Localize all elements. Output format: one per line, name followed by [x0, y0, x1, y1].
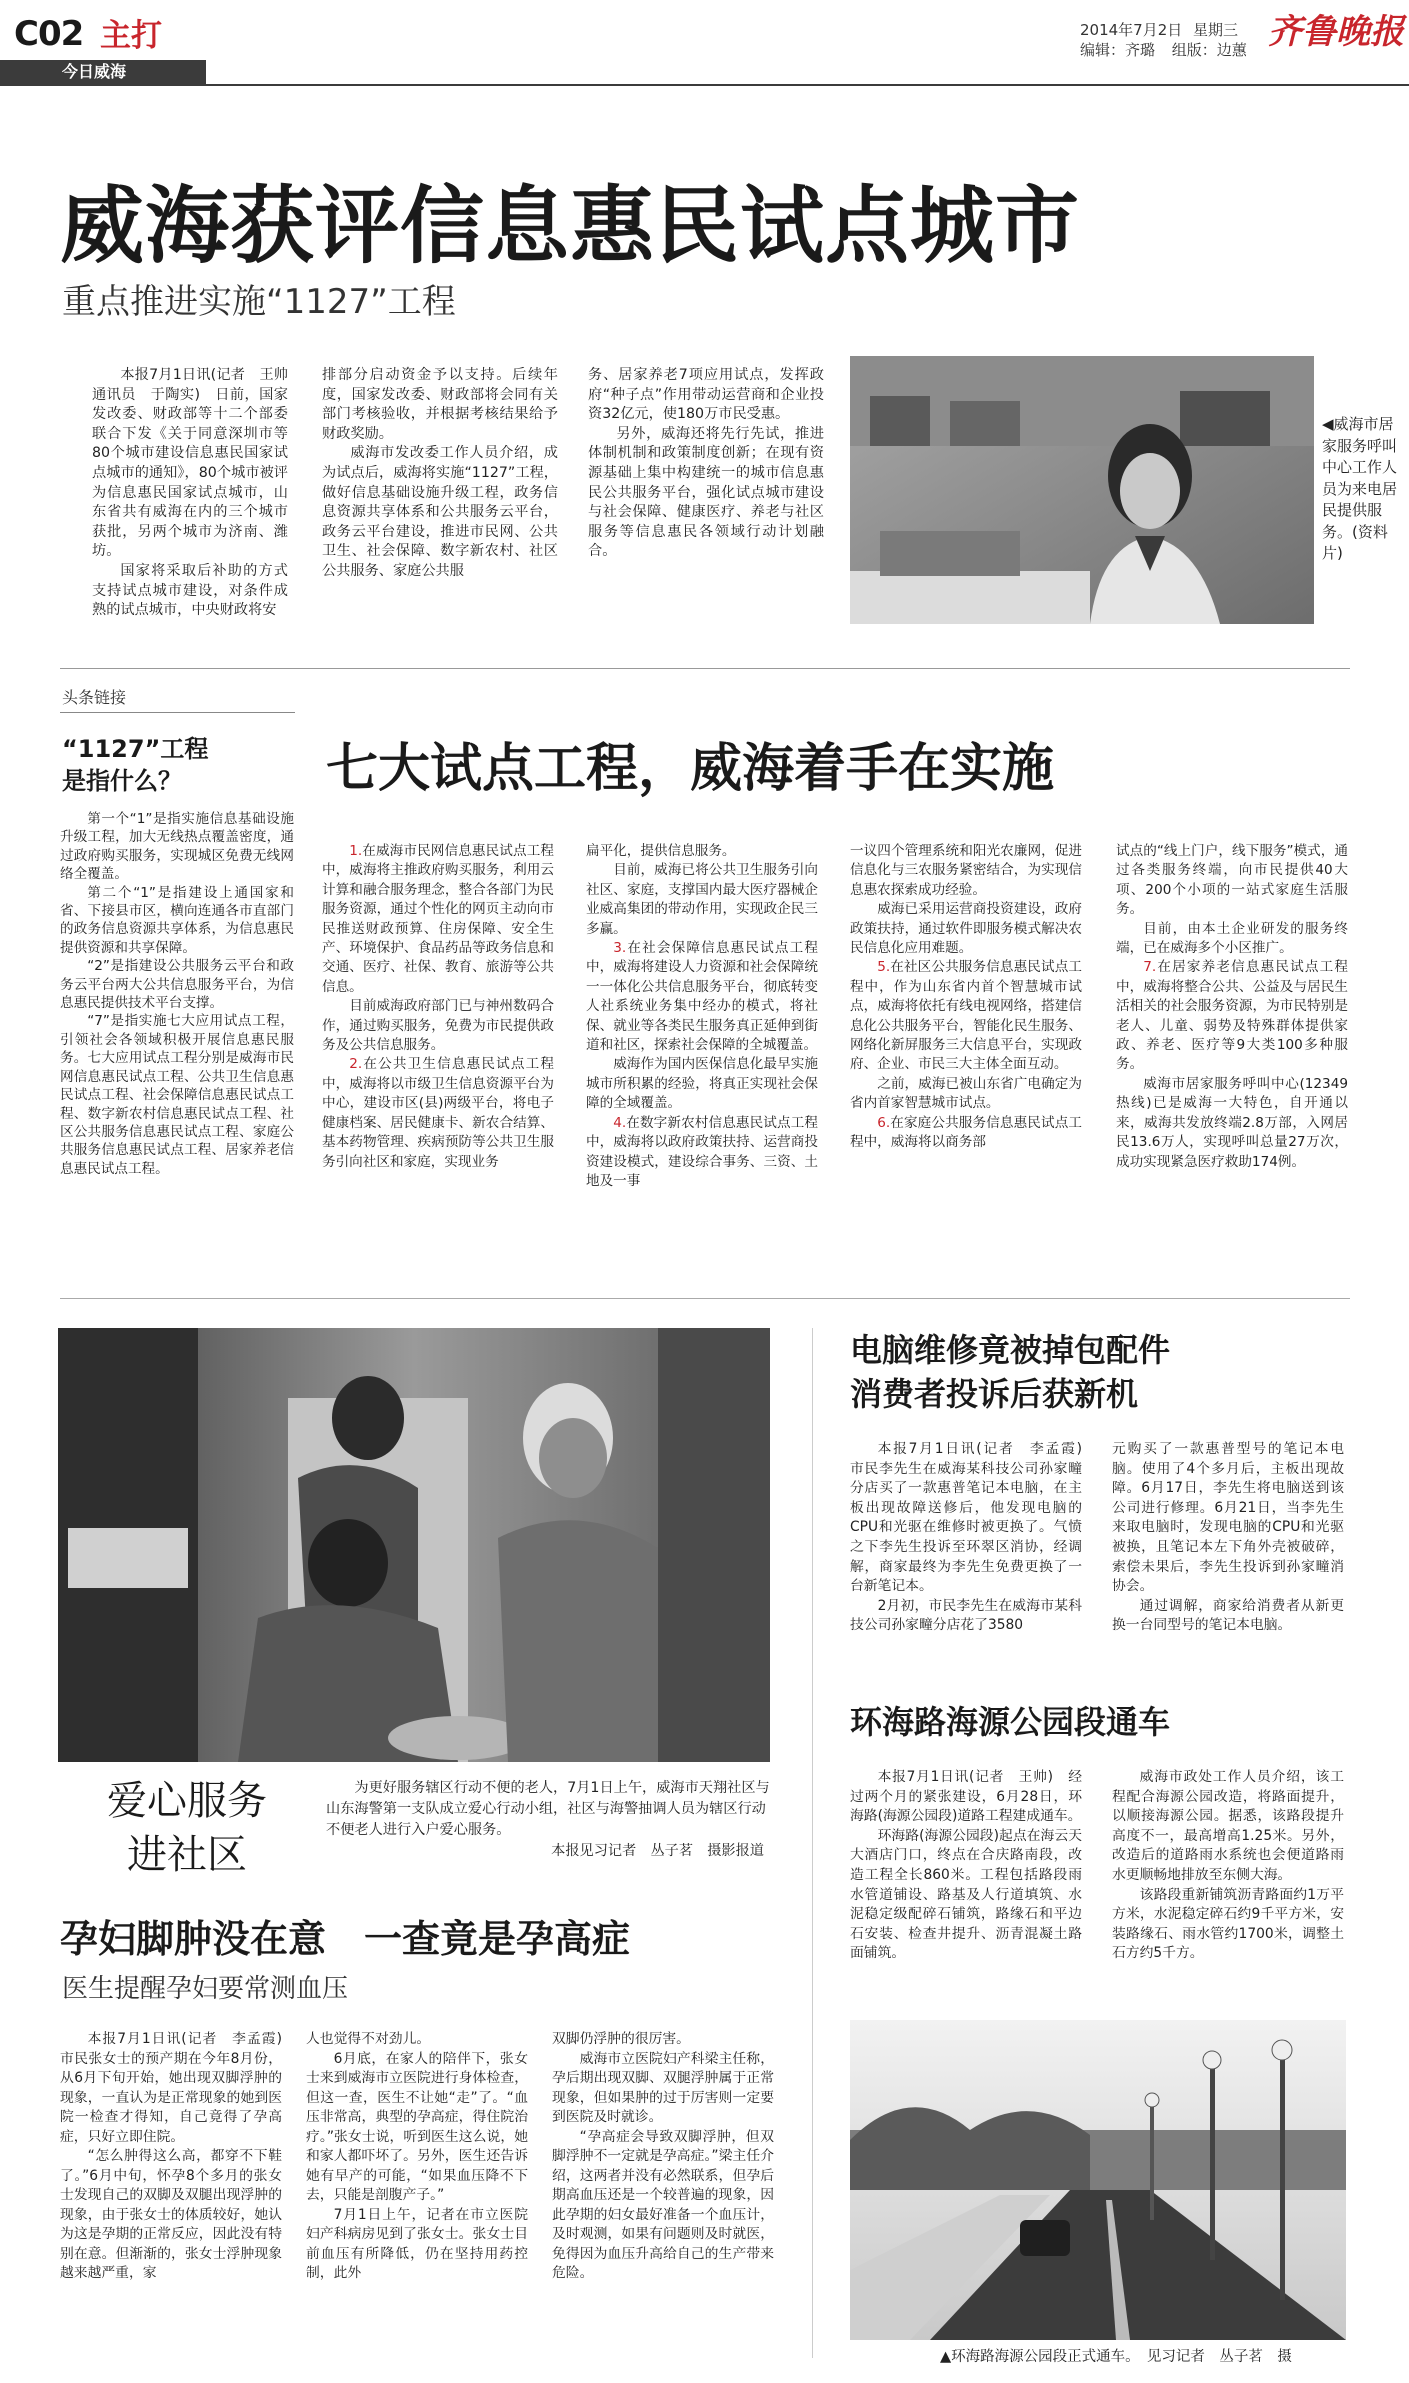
road-col-2 [1112, 1768, 1344, 1964]
item-text: 威海市居家服务呼叫中心(12349热线)已是威海一大特色，自开通以来，威海共发放终端2.8万部，入网居民13.6万人，实现呼叫总量27万次，成功实现紧急医疗救助174例。 [1116, 1075, 1348, 1170]
paragraph: 本报7月1日讯(记者 王帅 通讯员 于陶实) 日前，国家发改委、财政部等十二个部委联合下发《关于同意深圳市等80个城市建设信息惠民国家试点城市的通知》，80个城市被评为信息惠民国家试点城市，山东省共有威海在内的三个城市获批，另两个城市为济南、潍坊。 [92, 367, 303, 560]
road-photo [850, 2020, 1346, 2340]
link-box-title-line1: “1127”工程 [62, 735, 209, 763]
paragraph: “7”是指实施七大应用试点工程，引领社会各领域积极开展信息惠民服务。七大应用试点工程分别是威海市民网信息惠民试点工程、公共卫生信息惠民试点工程、社会保障信息惠民试点工程、数字新农村信息惠民试点工程、社区公共服务信息惠民试点工程、家庭公共服务信息惠民试点工程、居家养老信息惠民试点工程。 [60, 1013, 294, 1177]
seven-headline: 七大试点工程，威海着手在实施 [326, 739, 1055, 799]
paragraph: 第一个“1”是指实施信息基础设施升级工程，加大无线热点覆盖密度，通过政府购买服务，实现城区免费无线网络全覆盖。 [60, 811, 294, 883]
link-box-label: 头条链接 [62, 688, 127, 707]
item-text: 试点的“线上门户，线下服务”模式，通过各类服务终端，向市民提供40大项、200个小项的一站式家庭生活服务。 [1116, 843, 1348, 918]
seven-col-3 [850, 842, 1082, 1153]
preg-col-1 [60, 2030, 296, 2284]
item-text: 扁平化，提供信息服务。 [586, 843, 736, 859]
paragraph: 通过调解，商家给消费者从新更换一台同型号的笔记本电脑。 [1112, 1597, 1344, 1634]
top-rule [0, 84, 1409, 86]
pc-col-1 [850, 1440, 1096, 1636]
lead-col-2 [322, 366, 558, 582]
divider-lead [60, 668, 1350, 669]
item-number: 5. [877, 959, 891, 976]
paragraph [1116, 1075, 1348, 1172]
paragraph: 人也觉得不对劲儿。 [306, 2031, 431, 2047]
item-text: 在社区公共服务信息惠民试点工程中，作为山东省内首个智慧城市试点，威海将依托有线电视网络，搭建信息化公共服务平台，智能化民生服务、网络化新屏服务三大信息平台，实现政府、企业、市民三大主体全面互动。 [850, 959, 1082, 1073]
paragraph: “2”是指建设公共服务云平台和政务云平台两大公共信息服务平台，为信息惠民提供技术平台支撑。 [60, 958, 294, 1012]
paragraph [850, 900, 1082, 958]
designer-name: 组版：边蕙 [1171, 41, 1247, 59]
paragraph: 2月初，市民李先生在威海市某科技公司孙家疃分店花了3580 [850, 1597, 1082, 1634]
item-text: 在家庭公共服务信息惠民试点工程中，威海将以商务部 [850, 1114, 1082, 1151]
page-code: C02 [14, 14, 84, 54]
section-name: 主打 [100, 18, 162, 54]
road-caption: ▲环海路海源公园段正式通车。 见习记者 丛子茗 摄 [940, 2349, 1292, 2365]
item-text: 威海作为国内医保信息化最早实施城市所积累的经验，将真正实现社会保障的全域覆盖。 [586, 1056, 818, 1112]
paragraph: 排部分启动资金予以支持。后续年度，国家发改委、财政部将会同有关部门考核验收，并根据考核结果给予财政奖励。 [322, 367, 558, 442]
volunteer-title-line2: 进社区 [127, 1832, 247, 1878]
paragraph: 本报7月1日讯(记者 王帅) 经过两个月的紧张建设，6月28日，环海路(海源公园段)道路工程建成通车。 [850, 1769, 1082, 1825]
item-text: 在居家养老信息惠民试点工程中，威海将整合公共、公益及与居民生活相关的社会服务资源，为市民特别是老人、儿童、弱势及特殊群体提供家政、养老、医疗等9大类100多种服务。 [1116, 959, 1348, 1073]
paragraph [1116, 920, 1348, 959]
paragraph: 威海市政处工作人员介绍，该工程配合海源公园改造，将路面提升，以顺接海源公园。据悉，该路段提升高度不一，最高增高1.25米。另外，改造后的道路雨水系统也会便道路雨水更顺畅地排放至东侧大海。 [1112, 1769, 1344, 1883]
item-text: 目前威海政府部门已与神州数码合作，通过购买服务，免费为市民提供政务及公共信息服务。 [322, 998, 554, 1054]
paragraph: “怎么肿得这么高，都穿不下鞋了。”6月中旬，怀孕8个多月的张女士发现自己的双脚及双腿出现浮肿的现象，由于张女士的体质较好，她认为这是孕期的正常反应，因此没有特别在意。但渐渐的，张女士浮肿现象越来越严重，家 [60, 2148, 282, 2281]
paragraph: 6月底，在家人的陪伴下，张女士来到威海市立医院进行身体检查，但这一查，医生不让她“走”了。“血压非常高，典型的孕高症，得住院治疗。”张女士说，听到医生这么说，她和家人都吓坏了。另外，医生还告诉她有早产的可能，“如果血压降不下去，只能是剖腹产子。” [306, 2050, 528, 2203]
volunteer-caption [326, 1778, 770, 1862]
lead-subheadline: 重点推进实施“1127”工程 [62, 282, 456, 322]
link-box-rule [60, 712, 295, 713]
item-number: 1. [349, 843, 363, 859]
preg-col-3 [552, 2030, 774, 2284]
link-box-title-line2: 是指什么？ [62, 767, 182, 795]
volunteer-photo [58, 1328, 770, 1762]
item-number: 4. [613, 1114, 627, 1131]
item-text: 在数字新农村信息惠民试点工程中，威海将以政府政策扶持、运营商投资建设模式，建设综合事务、三资、土地及一事 [586, 1114, 818, 1189]
item-text: 在社会保障信息惠民试点工程中，威海将建设人力资源和社会保障统一一体化公共信息服务平台，彻底转变人社系统业务集中经办的模式，将社保、就业等各类民生服务真正延伸到街道和社区，探索社会保障的全城覆盖。 [586, 940, 818, 1054]
paragraph [850, 958, 1082, 1074]
header-editors [1080, 40, 1247, 60]
item-number: 6. [877, 1114, 891, 1131]
item-text: 之前，威海已被山东省广电确定为省内首家智慧城市试点。 [850, 1075, 1082, 1112]
road-photo-image [850, 2020, 1346, 2340]
paragraph: 威海市立医院妇产科梁主任称，孕后期出现双脚、双腿浮肿属于正常现象，但如果肿的过于厉害则一定要到医院及时就诊。 [552, 2050, 774, 2125]
road-headline: 环海路海源公园段通车 [850, 1703, 1171, 1741]
paragraph [586, 1055, 818, 1113]
paragraph [586, 939, 818, 1055]
paragraph: 双脚仍浮肿的很厉害。 [552, 2031, 690, 2047]
volunteer-title-line1: 爱心服务 [107, 1778, 267, 1824]
paragraph [1116, 842, 1348, 920]
item-text: 威海已采用运营商投资建设，政府政策扶持，通过软件即服务模式解决农民信息化应用难题。 [850, 901, 1082, 957]
seven-col-1 [322, 842, 554, 1172]
item-text: 目前，由本土企业研发的服务终端，已在威海多个小区推广。 [1116, 920, 1348, 957]
paragraph [586, 842, 818, 861]
paragraph [322, 997, 554, 1055]
volunteer-credit: 本报见习记者 丛子茗 摄影报道 [551, 1843, 764, 1859]
paragraph [850, 842, 1082, 900]
header-date [1080, 20, 1238, 40]
pc-headline [850, 1328, 1170, 1416]
section-band [0, 60, 206, 84]
paragraph: 另外，威海还将先行先试，推进体制机制和政策制度创新；在现有资源基础上集中构建统一的城市信息惠民公共服务平台，强化试点城市建设与社会保障、健康医疗、养老与社区服务等信息惠民各领域行动计划融合。 [588, 425, 824, 560]
paragraph: 第二个“1”是指建设上通国家和省、下接县市区，横向连通各市直部门的政务信息资源共享体系，为信息惠民提供资源和共享保障。 [60, 884, 294, 956]
preg-subheadline: 医生提醒孕妇要常测血压 [62, 1974, 349, 2004]
link-box-body [60, 810, 294, 1178]
item-number: 7. [1143, 959, 1157, 976]
paragraph: 7月1日上午，记者在市立医院妇产科病房见到了张女士。张女士目前血压有所降低，仍在坚持用药控制，此外 [306, 2206, 528, 2281]
issue-date: 2014年7月2日 [1080, 21, 1183, 39]
call-center-photo [850, 356, 1314, 624]
pc-col-2 [1112, 1440, 1344, 1636]
paragraph: “孕高症会导致双脚浮肿，但双脚浮肿不一定就是孕高症。”梁主任介绍，这两者并没有必然联系，但孕后期高血压还是一个较普遍的现象，因此孕期的妇女最好准备一个血压计，及时观测，如果有问题则及时就医，免得因为血压升高给自己的生产带来危险。 [552, 2128, 774, 2281]
lead-col-1 [92, 366, 303, 621]
volunteer-title [82, 1774, 292, 1882]
paragraph: 威海市发改委工作人员介绍，成为试点后，威海将实施“1127”工程，做好信息基础设施升级工程，政务信息资源共享体系和公共服务云平台，政务云平台建设，推进市民网、公共卫生、社会保障、数字新农村、社区公共服务、家庭公共服 [322, 445, 558, 579]
paragraph: 元购买了一款惠普型号的笔记本电脑。使用了4个多月后，主板出现故障。6月17日，李先生将电脑送到该公司进行修理。6月21日，当李先生来取电脑时，发现电脑的CPU和光驱被换，且笔记本左下角外壳被破碎，索偿未果后，李先生投诉到孙家疃消协会。 [1112, 1441, 1344, 1595]
item-text: 在公共卫生信息惠民试点工程中，威海将以市级卫生信息资源平台为中心，建设市区(县)两级平台，将电子健康档案、居民健康卡、新农合结算、基本药物管理、疾病预防等公共卫生服务引向社区和家庭，实现业务 [322, 1056, 554, 1170]
paragraph: 本报7月1日讯(记者 李孟霞) 市民张女士的预产期在今年8月份，从6月下旬开始，她出现双脚浮肿的现象，一直认为是正常现象的她到医院一检查才得知，自己竟得了孕高症，只好立即住院。 [60, 2031, 296, 2145]
volunteer-caption-text: 为更好服务辖区行动不便的老人，7月1日上午，威海市天翔社区与山东海警第一支队成立爱心行动小组，社区与海警抽调人员为辖区行动不便老人进行入户爱心服务。 [326, 1780, 770, 1838]
paragraph [586, 861, 818, 939]
editor-name: 编辑：齐璐 [1080, 41, 1156, 59]
lead-col-3 [588, 366, 824, 562]
lead-headline: 威海获评信息惠民试点城市 [60, 177, 1081, 275]
item-text: 一议四个管理系统和阳光农廉网，促进信息化与三农服务紧密结合，为实现信息惠农探索成功经验。 [850, 843, 1082, 898]
call-center-photo-image [850, 356, 1314, 624]
paragraph: 环海路(海源公园段)起点在海云天大酒店门口，终点在合庆路南段，改造工程全长860米。工程包括路段雨水管道铺设、路基及人行道填筑、水泥稳定级配碎石铺筑，路缘石和平边石安装、检查井提升、沥青混凝土路面铺筑。 [850, 1827, 1082, 1962]
paragraph [850, 1114, 1082, 1153]
paragraph: 国家将采取后补助的方式支持试点城市建设，对条件成熟的试点城市，中央财政将安 [92, 562, 288, 619]
item-number: 2. [349, 1056, 363, 1073]
pc-headline-line2: 消费者投诉后获新机 [850, 1375, 1139, 1413]
paper-name: 齐鲁晚报 [1268, 12, 1404, 52]
item-number: 3. [613, 940, 627, 957]
column-rule [812, 1328, 813, 2358]
divider-middle [60, 1298, 1350, 1299]
volunteer-photo-image [58, 1328, 770, 1762]
paragraph [586, 1114, 818, 1192]
seven-col-4 [1116, 842, 1348, 1172]
paragraph [850, 1075, 1082, 1114]
paragraph [322, 1055, 554, 1171]
paragraph: 务、居家养老7项应用试点，发挥政府“种子点”作用带动运营商和企业投资32亿元，使180万市民受惠。 [588, 367, 824, 423]
issue-weekday: 星期三 [1193, 21, 1239, 39]
call-center-caption: ◀威海市居家服务呼叫中心工作人员为来电居民提供服务。(资料片) [1322, 415, 1398, 562]
item-text: 在威海市民网信息惠民试点工程中，威海将主推政府购买服务，利用云计算和融合服务理念，整合各部门为民服务资源，通过个性化的网页主动向市民推送财政预算、住房保障、安全生产、环境保护、食品药品等政务信息和交通、医疗、社保、教育、旅游等公共信息。 [322, 843, 554, 995]
preg-headline: 孕妇脚肿没在意 一查竟是孕高症 [60, 1917, 631, 1961]
item-text: 目前，威海已将公共卫生服务引向社区、家庭，支撑国内最大医疗器械企业威高集团的带动作用，实现政企民三多赢。 [586, 862, 818, 937]
pc-headline-line1: 电脑维修竟被掉包配件 [850, 1331, 1171, 1369]
road-col-1 [850, 1768, 1082, 1964]
paragraph [322, 842, 554, 997]
subsection-label: 今日威海 [62, 62, 127, 81]
paragraph: 本报7月1日讯(记者 李孟霞) 市民李先生在威海某科技公司孙家疃分店买了一款惠普笔记本电脑，在主板出现故障送修后，他发现电脑的CPU和光驱在维修时被更换了。气愤之下李先生投诉至环翠区消协，经调解，商家最终为李先生免费更换了一台新笔记本。 [850, 1441, 1096, 1595]
link-box-title [62, 733, 208, 797]
seven-col-2 [586, 842, 818, 1191]
paragraph: 该路段重新铺筑沥青路面约1万平方米，水泥稳定碎石约9千平方米，安装路缘石、雨水管约1700米，调整土石方约5千方。 [1112, 1886, 1344, 1962]
paragraph [1116, 958, 1348, 1074]
preg-col-2 [306, 2030, 528, 2284]
